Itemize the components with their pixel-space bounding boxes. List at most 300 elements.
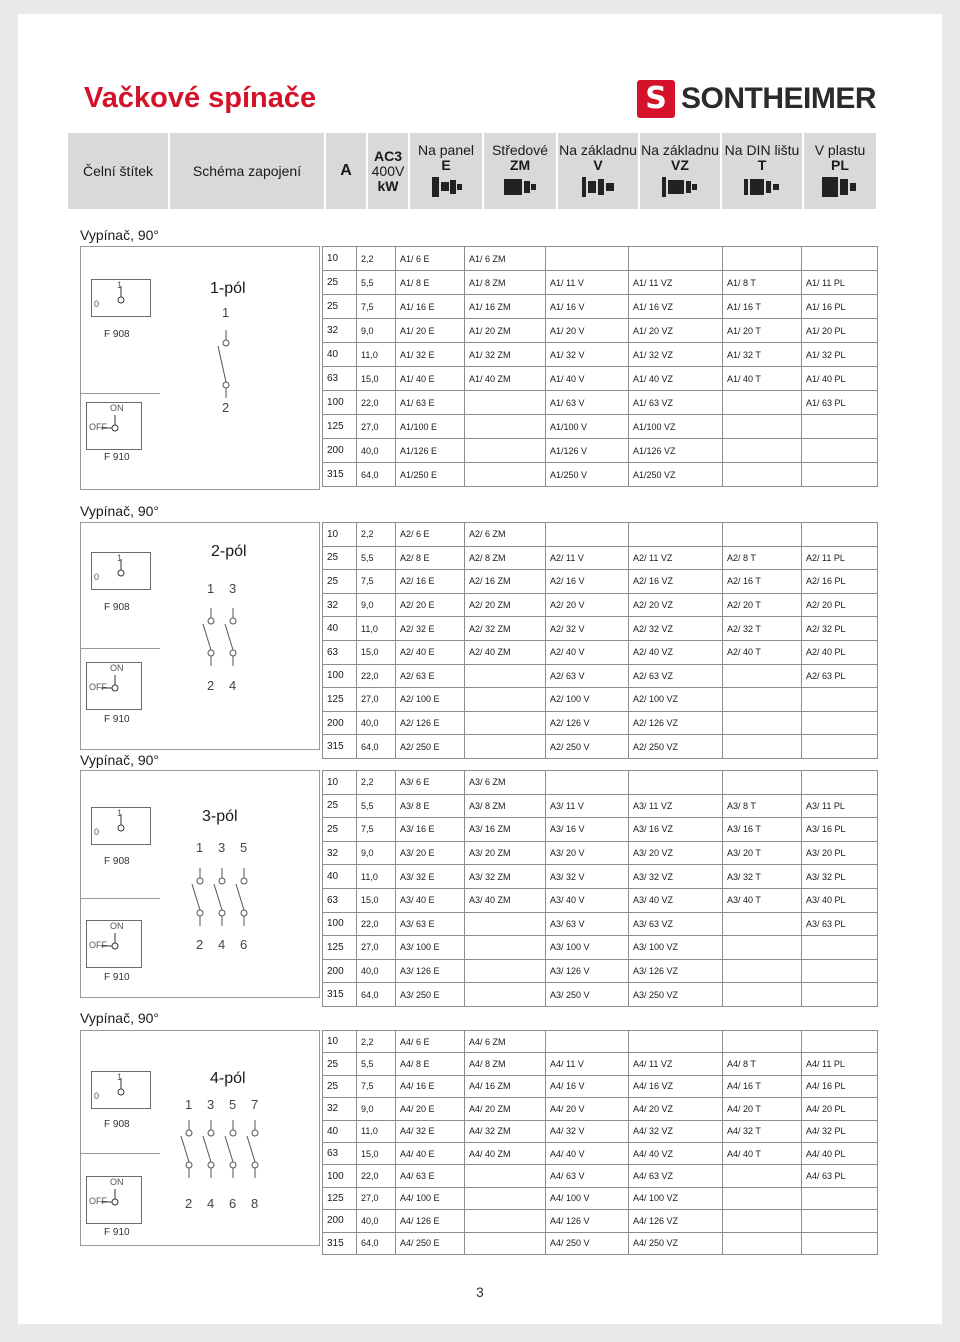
header-panel-e: Na panel E [410, 133, 482, 209]
table-cell: A4/ 11 PL [802, 1053, 878, 1075]
table-cell: A3/ 32 VZ [629, 865, 723, 889]
page-title: Vačkové spínače [84, 82, 317, 114]
table-cell [465, 711, 546, 735]
plate-name-f908: F 908 [104, 856, 130, 867]
table-cell: A3/ 40 E [396, 888, 465, 912]
table-cell: A4/ 20 V [546, 1098, 629, 1120]
table-cell: 7,5 [357, 818, 396, 842]
table-cell: 22,0 [357, 912, 396, 936]
table-cell: 22,0 [357, 664, 396, 688]
table-row [323, 1075, 878, 1097]
table-row [323, 865, 878, 889]
table-row [323, 936, 878, 960]
table-cell: A1/250 E [396, 463, 465, 487]
table-cell: 7,5 [357, 570, 396, 594]
table-row [323, 546, 878, 570]
table-row [323, 593, 878, 617]
table-cell: 40,0 [357, 439, 396, 463]
table-cell [802, 983, 878, 1007]
table-cell: 25 [323, 570, 357, 594]
header-amps: A [326, 133, 366, 209]
table-row [323, 1098, 878, 1120]
table-cell [723, 463, 802, 487]
table-cell: A3/ 6 ZM [465, 771, 546, 795]
table-cell: A1/ 16 ZM [465, 295, 546, 319]
table-cell: 125 [323, 936, 357, 960]
table-cell: A3/ 63 E [396, 912, 465, 936]
plate-label-zero: 0 [94, 299, 100, 309]
table-row [323, 912, 878, 936]
table-cell: A4/ 8 ZM [465, 1053, 546, 1075]
table-cell [802, 523, 878, 547]
table-cell [723, 711, 802, 735]
table-cell: A3/ 16 T [723, 818, 802, 842]
table-cell: 7,5 [357, 295, 396, 319]
table-cell [629, 247, 723, 271]
table-cell [629, 523, 723, 547]
table-cell: A2/ 11 V [546, 546, 629, 570]
table-cell: A4/ 20 PL [802, 1098, 878, 1120]
table-cell: A2/ 20 V [546, 593, 629, 617]
table-row [323, 1031, 878, 1053]
table-cell: A3/ 63 V [546, 912, 629, 936]
table-cell [802, 1210, 878, 1232]
table-cell [546, 247, 629, 271]
table-cell: A3/ 20 ZM [465, 841, 546, 865]
table-cell: A2/ 16 ZM [465, 570, 546, 594]
table-cell [465, 1210, 546, 1232]
plate-name-f908: F 908 [104, 1119, 130, 1130]
header-front-plate: Čelní štítek [68, 133, 168, 209]
table-cell: 64,0 [357, 463, 396, 487]
table-cell: A4/ 8 E [396, 1053, 465, 1075]
table-cell: 100 [323, 391, 357, 415]
table-cell: A1/ 40 PL [802, 367, 878, 391]
table-row [323, 1187, 878, 1209]
pole-label: 4-pól [210, 1070, 246, 1087]
table-cell [465, 664, 546, 688]
table-cell: A4/ 100 V [546, 1187, 629, 1209]
table-cell: A2/ 16 PL [802, 570, 878, 594]
table-cell: 5,5 [357, 1053, 396, 1075]
table-cell: A4/ 16 ZM [465, 1075, 546, 1097]
table-cell: A3/ 100 V [546, 936, 629, 960]
table-cell [802, 463, 878, 487]
table-cell: A3/ 126 V [546, 959, 629, 983]
table-cell [723, 1232, 802, 1254]
terminal-number-top: 5 [240, 840, 248, 855]
table-cell: A4/ 250 E [396, 1232, 465, 1254]
header-ac3: AC3 400V kW [368, 133, 408, 209]
table-cell: A3/ 16 E [396, 818, 465, 842]
table-cell: A1/ 16 E [396, 295, 465, 319]
plate-name-f908: F 908 [104, 329, 130, 340]
table-row [323, 247, 878, 271]
table-cell: 25 [323, 271, 357, 295]
table-cell: A4/ 40 V [546, 1142, 629, 1164]
table-cell: 40,0 [357, 711, 396, 735]
table-row [323, 1142, 878, 1164]
table-cell: 100 [323, 912, 357, 936]
table-cell: A4/ 16 VZ [629, 1075, 723, 1097]
table-cell [723, 959, 802, 983]
table-cell: A3/ 16 VZ [629, 818, 723, 842]
table-cell [465, 959, 546, 983]
table-cell: A4/ 126 VZ [629, 1210, 723, 1232]
table-cell: 9,0 [357, 841, 396, 865]
table-cell [723, 415, 802, 439]
table-cell: A4/ 20 VZ [629, 1098, 723, 1120]
table-cell: A3/ 20 E [396, 841, 465, 865]
table-cell: A1/ 40 VZ [629, 367, 723, 391]
table-cell: 27,0 [357, 688, 396, 712]
table-cell [723, 735, 802, 759]
table-cell: A3/ 40 T [723, 888, 802, 912]
table-cell [723, 439, 802, 463]
table-cell: 22,0 [357, 1165, 396, 1187]
table-cell: A1/ 16 PL [802, 295, 878, 319]
table-cell: A2/ 63 E [396, 664, 465, 688]
table-row [323, 439, 878, 463]
table-cell: A3/ 32 PL [802, 865, 878, 889]
header-din-t: Na DIN lištu T [722, 133, 802, 209]
contact-symbol-icon [201, 608, 221, 668]
table-cell [723, 688, 802, 712]
table-cell: A3/ 20 VZ [629, 841, 723, 865]
table-cell: 10 [323, 247, 357, 271]
table-row [323, 415, 878, 439]
table-row [323, 271, 878, 295]
table-cell: A3/ 40 VZ [629, 888, 723, 912]
table-cell: A3/ 250 VZ [629, 983, 723, 1007]
table-cell [723, 983, 802, 1007]
table-cell [723, 1187, 802, 1209]
table-cell: A2/ 40 VZ [629, 640, 723, 664]
table-row [323, 688, 878, 712]
table-cell: 63 [323, 1142, 357, 1164]
table-cell: 40,0 [357, 1210, 396, 1232]
table-cell: A2/ 100 VZ [629, 688, 723, 712]
table-cell: A4/ 32 VZ [629, 1120, 723, 1142]
table-cell: 25 [323, 794, 357, 818]
plate-label-on: ON [110, 1177, 124, 1187]
table-row [323, 711, 878, 735]
table-cell: 15,0 [357, 367, 396, 391]
page-number: 3 [476, 1284, 484, 1300]
table-cell [723, 1210, 802, 1232]
plate-name-f910: F 910 [104, 452, 130, 463]
terminal-number-bottom: 6 [240, 937, 248, 952]
table-cell: A4/ 126 V [546, 1210, 629, 1232]
table-cell: A4/ 40 PL [802, 1142, 878, 1164]
table-cell: A3/ 20 PL [802, 841, 878, 865]
plate-label-zero: 0 [94, 572, 100, 582]
table-cell: 27,0 [357, 1187, 396, 1209]
product-table [322, 246, 878, 487]
table-row [323, 617, 878, 641]
table-cell: 9,0 [357, 319, 396, 343]
table-cell: A4/ 63 V [546, 1165, 629, 1187]
table-cell: A2/ 40 ZM [465, 640, 546, 664]
table-cell: A1/ 32 V [546, 343, 629, 367]
table-cell: A3/ 16 PL [802, 818, 878, 842]
table-row [323, 888, 878, 912]
terminal-number-top: 1 [207, 581, 215, 596]
table-cell: A2/ 250 VZ [629, 735, 723, 759]
header-base-vz: Na základnu VZ [640, 133, 720, 209]
plate-name-f910: F 910 [104, 1227, 130, 1238]
table-cell [802, 439, 878, 463]
table-cell: A2/ 16 T [723, 570, 802, 594]
header-table [66, 131, 878, 211]
terminal-number-top: 1 [185, 1097, 193, 1112]
table-cell: A2/ 20 E [396, 593, 465, 617]
table-cell: A3/ 8 ZM [465, 794, 546, 818]
table-row [323, 570, 878, 594]
table-cell [802, 1232, 878, 1254]
table-cell: A4/ 63 E [396, 1165, 465, 1187]
table-cell: 25 [323, 818, 357, 842]
table-cell: A2/ 250 E [396, 735, 465, 759]
contact-symbol-icon [223, 608, 243, 668]
table-cell: A2/ 126 E [396, 711, 465, 735]
table-cell: A1/ 40 ZM [465, 367, 546, 391]
terminal-number-top: 1 [222, 305, 230, 320]
table-cell [802, 959, 878, 983]
table-cell: A4/ 6 ZM [465, 1031, 546, 1053]
table-cell [723, 664, 802, 688]
table-cell [629, 1031, 723, 1053]
table-cell: A4/ 63 VZ [629, 1165, 723, 1187]
table-cell: 64,0 [357, 735, 396, 759]
table-cell: A3/ 32 ZM [465, 865, 546, 889]
table-row [323, 959, 878, 983]
table-cell: A1/ 6 ZM [465, 247, 546, 271]
table-cell: A1/100 E [396, 415, 465, 439]
contact-symbol-icon [201, 1120, 221, 1180]
table-cell: A1/ 16 V [546, 295, 629, 319]
table-cell: 40,0 [357, 959, 396, 983]
table-cell: 11,0 [357, 343, 396, 367]
section-label: Vypínač, 90° [80, 752, 160, 768]
table-cell: A1/126 VZ [629, 439, 723, 463]
table-cell: 63 [323, 888, 357, 912]
table-cell: A4/ 32 T [723, 1120, 802, 1142]
table-cell: 315 [323, 983, 357, 1007]
plate-label-one: 1 [117, 280, 123, 290]
terminal-number-bottom: 4 [229, 678, 237, 693]
table-cell: A3/ 32 V [546, 865, 629, 889]
table-cell: A3/ 11 PL [802, 794, 878, 818]
plate-divider [80, 393, 160, 394]
table-cell: A4/ 40 ZM [465, 1142, 546, 1164]
table-cell: A2/ 100 V [546, 688, 629, 712]
contact-symbol-icon [179, 1120, 199, 1180]
table-cell: A1/ 63 PL [802, 391, 878, 415]
section-label: Vypínač, 90° [80, 503, 160, 519]
brand-logo [637, 80, 875, 118]
table-cell: 32 [323, 319, 357, 343]
terminal-number-bottom: 8 [251, 1196, 259, 1211]
table-cell: A1/ 40 T [723, 367, 802, 391]
table-row [323, 794, 878, 818]
plate-name-f910: F 910 [104, 972, 130, 983]
header-base-v: Na základnu V [558, 133, 638, 209]
plate-divider [80, 1153, 160, 1154]
table-row [323, 391, 878, 415]
table-row [323, 640, 878, 664]
table-cell: 10 [323, 1031, 357, 1053]
plate-name-f910: F 910 [104, 714, 130, 725]
table-cell: 40 [323, 865, 357, 889]
table-cell [546, 1031, 629, 1053]
table-cell: A3/ 40 ZM [465, 888, 546, 912]
product-table [322, 1030, 878, 1255]
header-plastic-pl: V plastu PL [804, 133, 876, 209]
table-cell [465, 463, 546, 487]
table-row [323, 295, 878, 319]
table-cell: 5,5 [357, 794, 396, 818]
table-row [323, 983, 878, 1007]
table-cell: 25 [323, 295, 357, 319]
base-mount-icon [576, 175, 620, 199]
terminal-number-bottom: 4 [218, 937, 226, 952]
table-cell: 315 [323, 1232, 357, 1254]
terminal-number-top: 3 [207, 1097, 215, 1112]
table-cell: A3/ 8 T [723, 794, 802, 818]
table-cell: A4/ 126 E [396, 1210, 465, 1232]
table-row [323, 1210, 878, 1232]
table-row [323, 841, 878, 865]
table-cell [802, 247, 878, 271]
table-cell: 25 [323, 1053, 357, 1075]
table-row [323, 735, 878, 759]
table-cell: A4/ 16 PL [802, 1075, 878, 1097]
table-cell: 25 [323, 1075, 357, 1097]
plate-label-zero: 0 [94, 827, 100, 837]
table-cell: A3/ 32 E [396, 865, 465, 889]
table-cell: A2/ 8 ZM [465, 546, 546, 570]
table-cell: A2/ 40 PL [802, 640, 878, 664]
terminal-number-bottom: 2 [196, 937, 204, 952]
terminal-number-bottom: 2 [207, 678, 215, 693]
panel-mount-icon [424, 175, 468, 199]
product-table [322, 522, 878, 759]
table-cell [723, 912, 802, 936]
table-cell: 200 [323, 1210, 357, 1232]
table-cell: A3/ 16 V [546, 818, 629, 842]
table-cell [465, 1187, 546, 1209]
table-cell: A3/ 126 E [396, 959, 465, 983]
table-cell: 32 [323, 1098, 357, 1120]
table-cell: A1/ 6 E [396, 247, 465, 271]
table-cell: A1/ 63 VZ [629, 391, 723, 415]
table-cell [546, 523, 629, 547]
table-cell [465, 1165, 546, 1187]
plate-label-on: ON [110, 663, 124, 673]
table-row [323, 1165, 878, 1187]
table-cell: A3/ 100 E [396, 936, 465, 960]
table-cell: A3/ 16 ZM [465, 818, 546, 842]
table-cell: A3/ 11 VZ [629, 794, 723, 818]
table-cell: 40 [323, 617, 357, 641]
table-cell: A3/ 63 VZ [629, 912, 723, 936]
table-cell: A3/ 250 V [546, 983, 629, 1007]
table-cell: 125 [323, 1187, 357, 1209]
table-cell: A1/ 63 V [546, 391, 629, 415]
table-cell: A1/ 11 VZ [629, 271, 723, 295]
table-cell: 63 [323, 640, 357, 664]
terminal-number-bottom: 6 [229, 1196, 237, 1211]
table-cell: A4/ 6 E [396, 1031, 465, 1053]
plate-label-one: 1 [117, 553, 123, 563]
table-cell: A2/ 11 PL [802, 546, 878, 570]
terminal-number-top: 3 [218, 840, 226, 855]
table-cell: A2/ 16 E [396, 570, 465, 594]
table-cell: A3/ 8 E [396, 794, 465, 818]
table-cell [723, 936, 802, 960]
table-cell: A1/126 E [396, 439, 465, 463]
contact-symbol-icon [245, 1120, 265, 1180]
table-cell: A2/ 6 E [396, 523, 465, 547]
table-cell: A2/ 32 PL [802, 617, 878, 641]
table-cell: 11,0 [357, 1120, 396, 1142]
table-cell: A4/ 32 PL [802, 1120, 878, 1142]
table-cell [723, 771, 802, 795]
terminal-number-top: 1 [196, 840, 204, 855]
contact-symbol-icon [234, 868, 254, 928]
brand-name: SONTHEIMER [681, 82, 877, 115]
terminal-number-bottom: 4 [207, 1196, 215, 1211]
table-row [323, 818, 878, 842]
table-cell: A4/ 32 E [396, 1120, 465, 1142]
table-row [323, 1053, 878, 1075]
contact-symbol-icon [223, 1120, 243, 1180]
table-cell: A1/ 20 V [546, 319, 629, 343]
table-cell: 11,0 [357, 617, 396, 641]
table-cell: A1/ 16 VZ [629, 295, 723, 319]
table-cell: A2/ 20 ZM [465, 593, 546, 617]
product-table [322, 770, 878, 1007]
terminal-number-top: 3 [229, 581, 237, 596]
table-cell: A2/ 20 T [723, 593, 802, 617]
table-cell: A3/ 63 PL [802, 912, 878, 936]
table-cell: A1/ 32 PL [802, 343, 878, 367]
table-cell: 40 [323, 1120, 357, 1142]
table-cell: A4/ 16 E [396, 1075, 465, 1097]
table-cell: A2/ 16 VZ [629, 570, 723, 594]
table-cell: A3/ 6 E [396, 771, 465, 795]
logo-mark: S [637, 80, 675, 118]
table-cell: A1/ 8 T [723, 271, 802, 295]
plate-divider [80, 898, 160, 899]
table-cell [465, 735, 546, 759]
plate-divider [80, 648, 160, 649]
table-cell: A1/ 40 V [546, 367, 629, 391]
table-cell [723, 1165, 802, 1187]
table-cell: 100 [323, 664, 357, 688]
table-cell: A1/ 32 T [723, 343, 802, 367]
table-cell: A2/ 63 VZ [629, 664, 723, 688]
table-cell: A4/ 8 T [723, 1053, 802, 1075]
terminal-number-bottom: 2 [222, 400, 230, 415]
table-cell: A1/ 20 E [396, 319, 465, 343]
table-cell: A2/ 32 T [723, 617, 802, 641]
table-cell: A4/ 100 E [396, 1187, 465, 1209]
table-cell: A1/ 32 VZ [629, 343, 723, 367]
table-cell [629, 771, 723, 795]
table-cell [546, 771, 629, 795]
